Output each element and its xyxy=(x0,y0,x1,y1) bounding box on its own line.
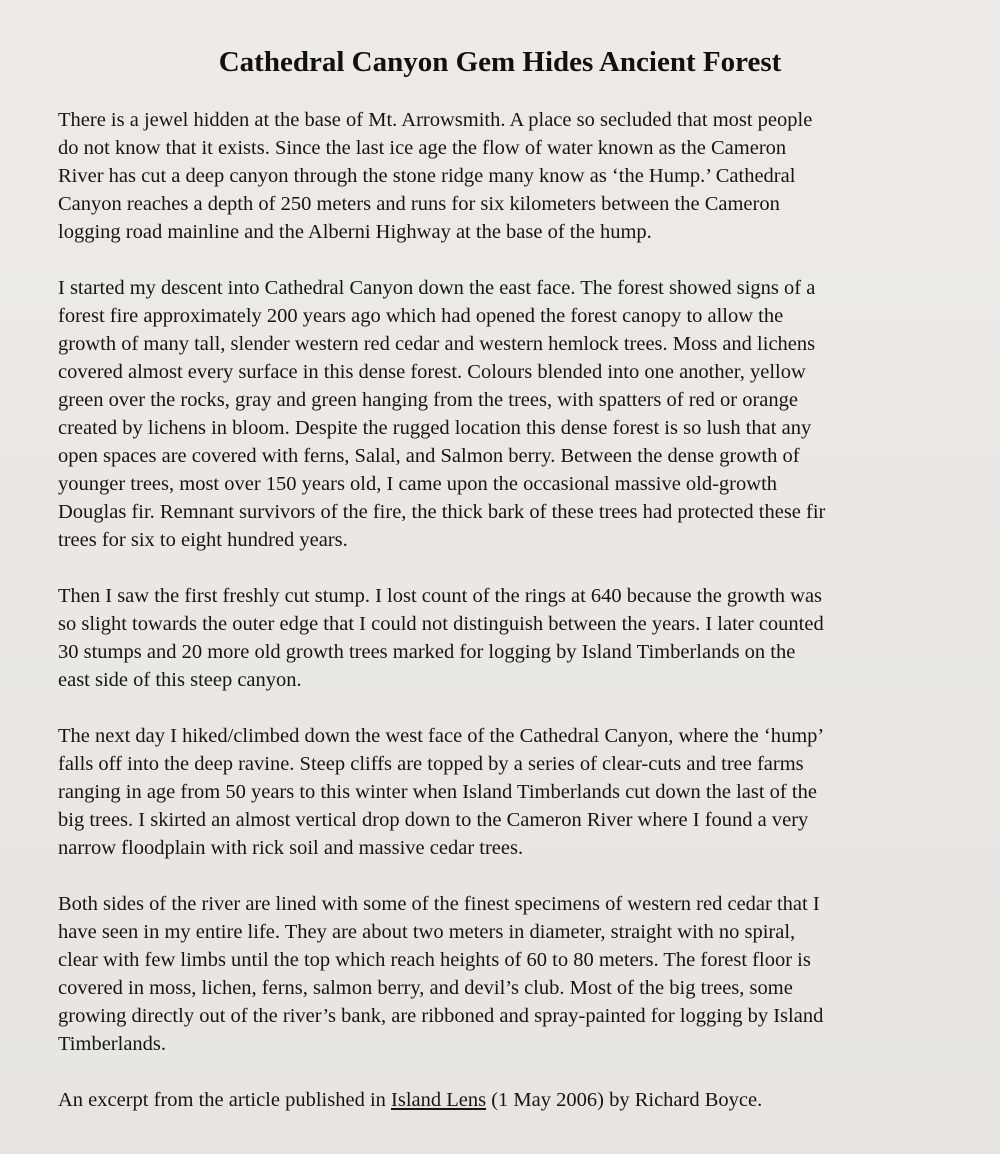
text-line: The next day I hiked/climbed down the west face of the Cathedral Canyon, where the ‘hump’ xyxy=(58,725,825,747)
text-line: I started my descent into Cathedral Canyon down the east face. The forest showed signs of a xyxy=(58,277,816,299)
paragraph-1 xyxy=(58,106,958,246)
text-line: younger trees, most over 150 years old, I came upon the occasional massive old-growth xyxy=(58,473,778,495)
text-line: so slight towards the outer edge that I could not distinguish between the years. I later counted xyxy=(58,613,824,635)
article-credit xyxy=(58,1086,958,1114)
text-line: trees for six to eight hundred years. xyxy=(58,529,348,551)
text-line: growing directly out of the river’s bank, are ribboned and spray-painted for logging by Island xyxy=(58,1005,824,1027)
text-line: covered in moss, lichen, ferns, salmon berry, and devil’s club. Most of the big trees, some xyxy=(58,977,793,999)
publication-name: Island Lens xyxy=(391,1089,487,1111)
text-line: There is a jewel hidden at the base of Mt. Arrowsmith. A place so secluded that most people xyxy=(58,109,813,131)
text-line: do not know that it exists. Since the last ice age the flow of water known as the Cameron xyxy=(58,137,787,159)
credit-suffix: (1 May 2006) by Richard Boyce. xyxy=(486,1089,763,1111)
paragraph-3 xyxy=(58,582,958,694)
text-line: forest fire approximately 200 years ago which had opened the forest canopy to allow the xyxy=(58,305,784,327)
text-line: covered almost every surface in this dense forest. Colours blended into one another, yellow xyxy=(58,361,806,383)
text-line: Douglas fir. Remnant survivors of the fire, the thick bark of these trees had protected these fir xyxy=(58,501,826,523)
text-line: Both sides of the river are lined with some of the finest specimens of western red cedar that I xyxy=(58,893,820,915)
text-line: created by lichens in bloom. Despite the rugged location this dense forest is so lush that any xyxy=(58,417,812,439)
credit-prefix: An excerpt from the article published in xyxy=(58,1089,392,1111)
text-line: logging road mainline and the Alberni Highway at the base of the hump. xyxy=(58,221,652,243)
text-line: open spaces are covered with ferns, Salal, and Salmon berry. Between the dense growth of xyxy=(58,445,800,467)
text-line: falls off into the deep ravine. Steep cliffs are topped by a series of clear-cuts and tree farms xyxy=(58,753,804,775)
paragraph-2 xyxy=(58,274,958,554)
text-line: 30 stumps and 20 more old growth trees marked for logging by Island Timberlands on the xyxy=(58,641,796,663)
document-body xyxy=(58,106,958,1142)
paragraph-5 xyxy=(58,890,958,1058)
text-line: big trees. I skirted an almost vertical drop down to the Cameron River where I found a very xyxy=(58,809,809,831)
text-line: east side of this steep canyon. xyxy=(58,669,302,691)
text-line: ranging in age from 50 years to this winter when Island Timberlands cut down the last of the xyxy=(58,781,817,803)
text-line: green over the rocks, gray and green hanging from the trees, with spatters of red or orange xyxy=(58,389,799,411)
text-line: narrow floodplain with rick soil and massive cedar trees. xyxy=(58,837,524,859)
text-line: growth of many tall, slender western red cedar and western hemlock trees. Moss and lichens xyxy=(58,333,816,355)
text-line: Canyon reaches a depth of 250 meters and runs for six kilometers between the Cameron xyxy=(58,193,780,215)
paragraph-4 xyxy=(58,722,958,862)
text-line: River has cut a deep canyon through the stone ridge many know as ‘the Hump.’ Cathedral xyxy=(58,165,796,187)
text-line: clear with few limbs until the top which reach heights of 60 to 80 meters. The forest floor is xyxy=(58,949,811,971)
text-line: have seen in my entire life. They are about two meters in diameter, straight with no spiral, xyxy=(58,921,796,943)
text-line: Then I saw the first freshly cut stump. I lost count of the rings at 640 because the growth was xyxy=(58,585,823,607)
text-line: Timberlands. xyxy=(58,1033,167,1055)
credit-line xyxy=(58,1086,958,1114)
document-title: Cathedral Canyon Gem Hides Ancient Forest xyxy=(218,46,782,78)
